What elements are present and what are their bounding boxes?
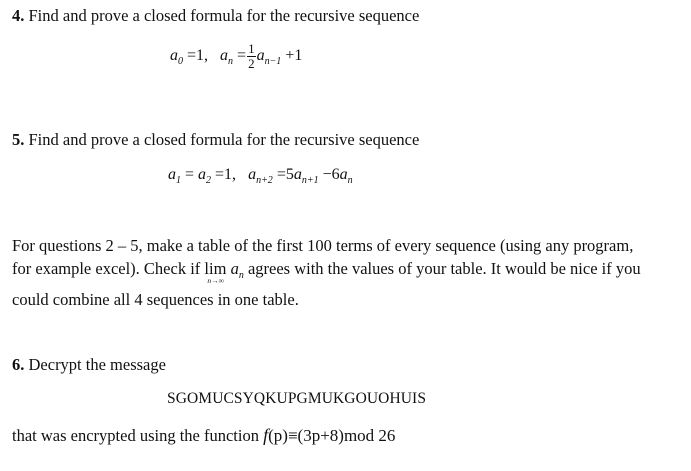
eq5-a1-sub: 1: [176, 175, 181, 186]
question-5-heading: [12, 130, 419, 150]
eq4-an: a: [220, 47, 229, 65]
ciphertext: SGOMUCSYQKUPGMUKGOUOHUIS: [167, 390, 427, 407]
eq5-minus-six: −6: [322, 166, 340, 183]
eq5-a2-sub: 2: [206, 175, 212, 186]
function-name: f: [263, 425, 269, 445]
eq5-a1: a: [168, 166, 176, 183]
eq5-an-sub: n: [347, 175, 353, 186]
question-4-text: Find and prove a closed formula for the recursive sequence: [24, 6, 420, 25]
eq4-a0-sub: 0: [178, 56, 183, 68]
eq4-an1-sub: n−1: [264, 56, 282, 68]
question-6-text: Decrypt the message: [24, 355, 166, 374]
eq4-a0: a: [170, 47, 178, 65]
question-5-equation: [168, 166, 353, 184]
eq5-eq1: =: [185, 166, 195, 183]
instructions-line-2: [12, 259, 641, 285]
question-6-heading: [12, 355, 166, 375]
eq5-eq3: =5: [276, 166, 294, 183]
eq5-an1: a: [293, 166, 302, 183]
function-intro-text: that was encrypted using the function: [12, 426, 264, 445]
eq5-eq2: =1,: [215, 166, 237, 183]
limit-a: a: [230, 259, 239, 278]
instructions-line-1: For questions 2 – 5, make a table of the first 100 terms of every sequence (using any program,: [12, 236, 634, 255]
limit-expression: [204, 259, 227, 285]
question-4-equation: [170, 42, 302, 71]
eq4-fraction: [247, 42, 256, 71]
question-5-text: Find and prove a closed formula for the recursive sequence: [24, 130, 420, 149]
eq5-an1-sub: n+1: [301, 175, 319, 186]
instructions-line-2b: agrees with the values of your table. It would be nice if you: [243, 259, 641, 278]
question-6-number: 6.: [12, 355, 25, 374]
eq5-an: a: [339, 166, 348, 183]
question-6-function-line: [12, 425, 395, 446]
question-5-number: 5.: [12, 130, 25, 149]
eq5-a2: a: [198, 166, 207, 183]
eq5-an2: a: [248, 166, 257, 183]
eq4-plus-one: +1: [285, 47, 303, 65]
eq4-frac-num: 1: [248, 41, 255, 56]
eq5-an2-sub: n+2: [256, 175, 273, 186]
limit-subscript: n→∞: [207, 276, 225, 285]
instructions-line-3: could combine all 4 sequences in one table.: [12, 290, 299, 309]
eq4-frac-den: 2: [248, 56, 255, 71]
question-4-heading: [12, 6, 419, 26]
limit-label: lim: [204, 259, 227, 278]
function-body: (p)≡(3p+8)mod 26: [268, 426, 396, 445]
question-4-number: 4.: [12, 6, 25, 25]
eq4-equals: =: [237, 47, 247, 65]
eq4-an1: a: [256, 47, 265, 65]
instructions-line-2a: for example excel). Check if: [12, 259, 205, 278]
eq4-an-sub: n: [228, 56, 234, 68]
limit-a-sub: n: [238, 270, 244, 281]
eq4-a0-rhs: =1,: [187, 47, 209, 65]
